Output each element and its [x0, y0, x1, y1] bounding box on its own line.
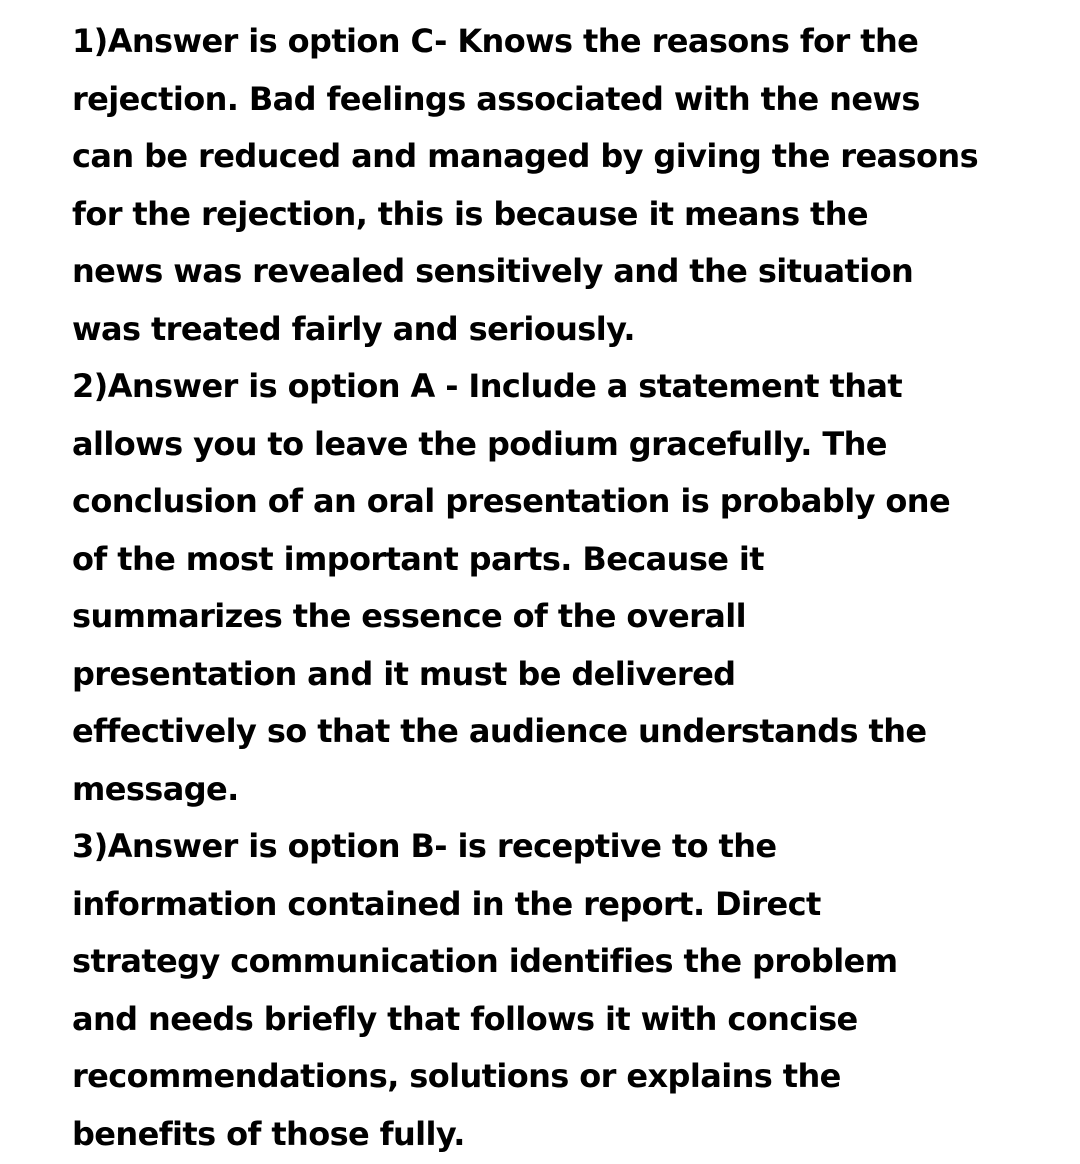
- answer-paragraph-3: [72, 818, 1044, 1163]
- text-line: conclusion of an oral presentation is probably one: [72, 482, 951, 520]
- text-line: strategy communication identifies the problem: [72, 942, 898, 980]
- text-line: and needs briefly that follows it with concise: [72, 999, 858, 1038]
- text-line: 3)Answer is option B- is receptive to the: [72, 827, 777, 865]
- text-line: 2)Answer is option A - Include a statement that: [72, 367, 903, 405]
- text-line: benefits of those fully.: [72, 1114, 465, 1153]
- text-line: recommendations, solutions or explains the: [72, 1057, 841, 1095]
- text-line: allows you to leave the podium gracefully. The: [72, 424, 887, 463]
- answer-paragraph-2: [72, 358, 1044, 818]
- text-line: information contained in the report. Direct: [72, 884, 821, 923]
- text-line: summarizes the essence of the overall: [72, 597, 747, 635]
- text-line: of the most important parts. Because it: [72, 539, 764, 578]
- text-line: rejection. Bad feelings associated with the news: [72, 79, 920, 118]
- text-line: for the rejection, this is because it means the: [72, 194, 869, 233]
- text-line: effectively so that the audience understands the: [72, 712, 927, 750]
- text-line: message.: [72, 769, 239, 808]
- text-line: news was revealed sensitively and the situation: [72, 252, 914, 290]
- text-line: presentation and it must be delivered: [72, 654, 736, 693]
- text-line: 1)Answer is option C- Knows the reasons for the: [72, 22, 919, 60]
- text-line: was treated fairly and seriously.: [72, 309, 635, 348]
- answer-paragraph-1: [72, 13, 1044, 358]
- text-line: can be reduced and managed by giving the reasons: [72, 137, 979, 175]
